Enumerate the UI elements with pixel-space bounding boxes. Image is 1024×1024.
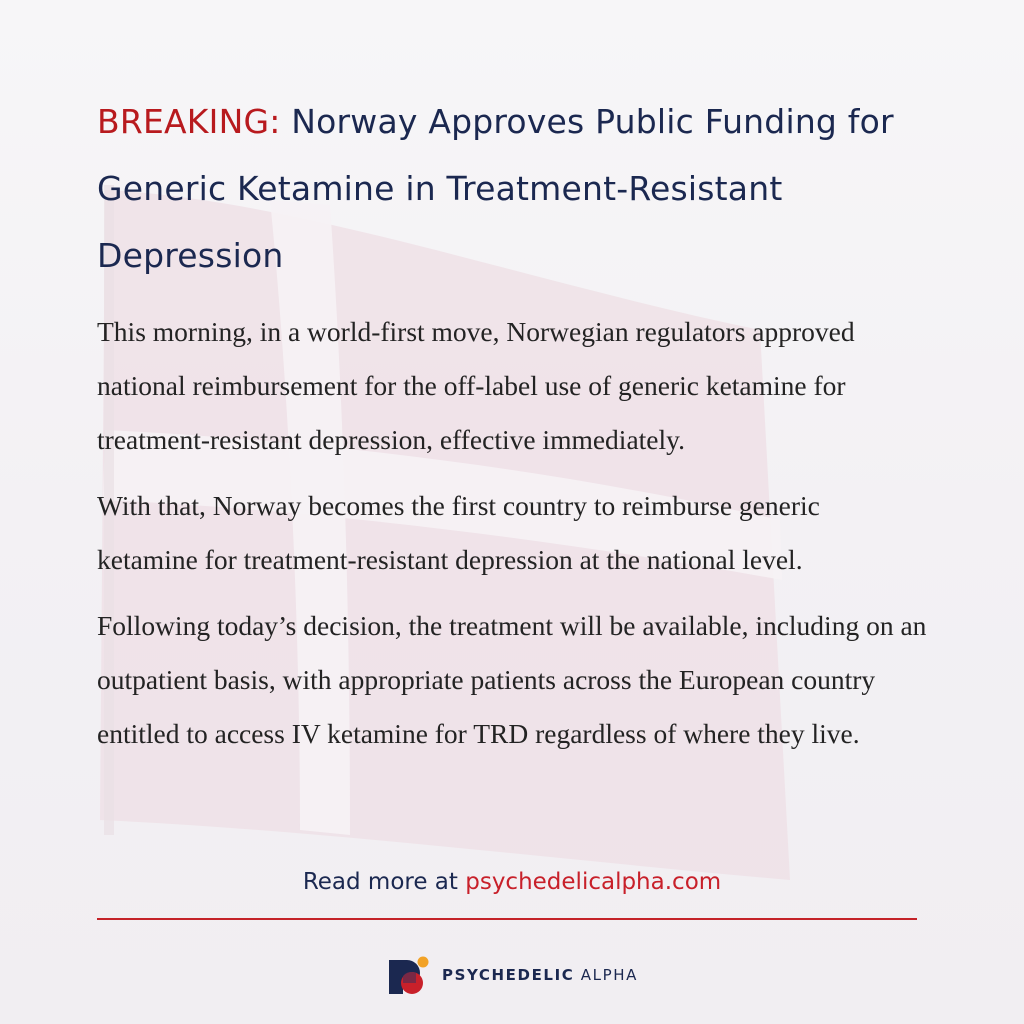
article-body	[97, 305, 927, 773]
read-more-line	[0, 862, 1024, 902]
divider	[97, 918, 917, 920]
headline-text: Norway Approves Public Funding for Generic Ketamine in Treatment-Resistant Depression	[97, 102, 894, 275]
brand-word-2: ALPHA	[580, 966, 638, 984]
brand-name	[442, 966, 638, 984]
paragraph-1: This morning, in a world-first move, Norwegian regulators approved national reimbursement for the off-label use of generic ketamine for treatment-resistant depression, effective immediately.	[97, 316, 855, 455]
read-more-link[interactable]: psychedelicalpha.com	[465, 869, 722, 895]
brand-word-1: PSYCHEDELIC	[442, 966, 575, 984]
paragraph-2: With that, Norway becomes the first country to reimburse generic ketamine for treatment-resistant depression at the national level.	[97, 490, 820, 575]
read-more-prefix: Read more at	[302, 869, 458, 895]
brand-logo	[386, 952, 638, 998]
psychedelic-alpha-logo-icon	[386, 952, 432, 998]
paragraph-3: Following today’s decision, the treatment will be available, including on an outpatient basis, with appropriate patients across the European country entitled to access IV ketamine for TRD regardless of where they live.	[97, 610, 927, 749]
breaking-label: BREAKING:	[97, 102, 281, 141]
headline	[97, 88, 927, 289]
